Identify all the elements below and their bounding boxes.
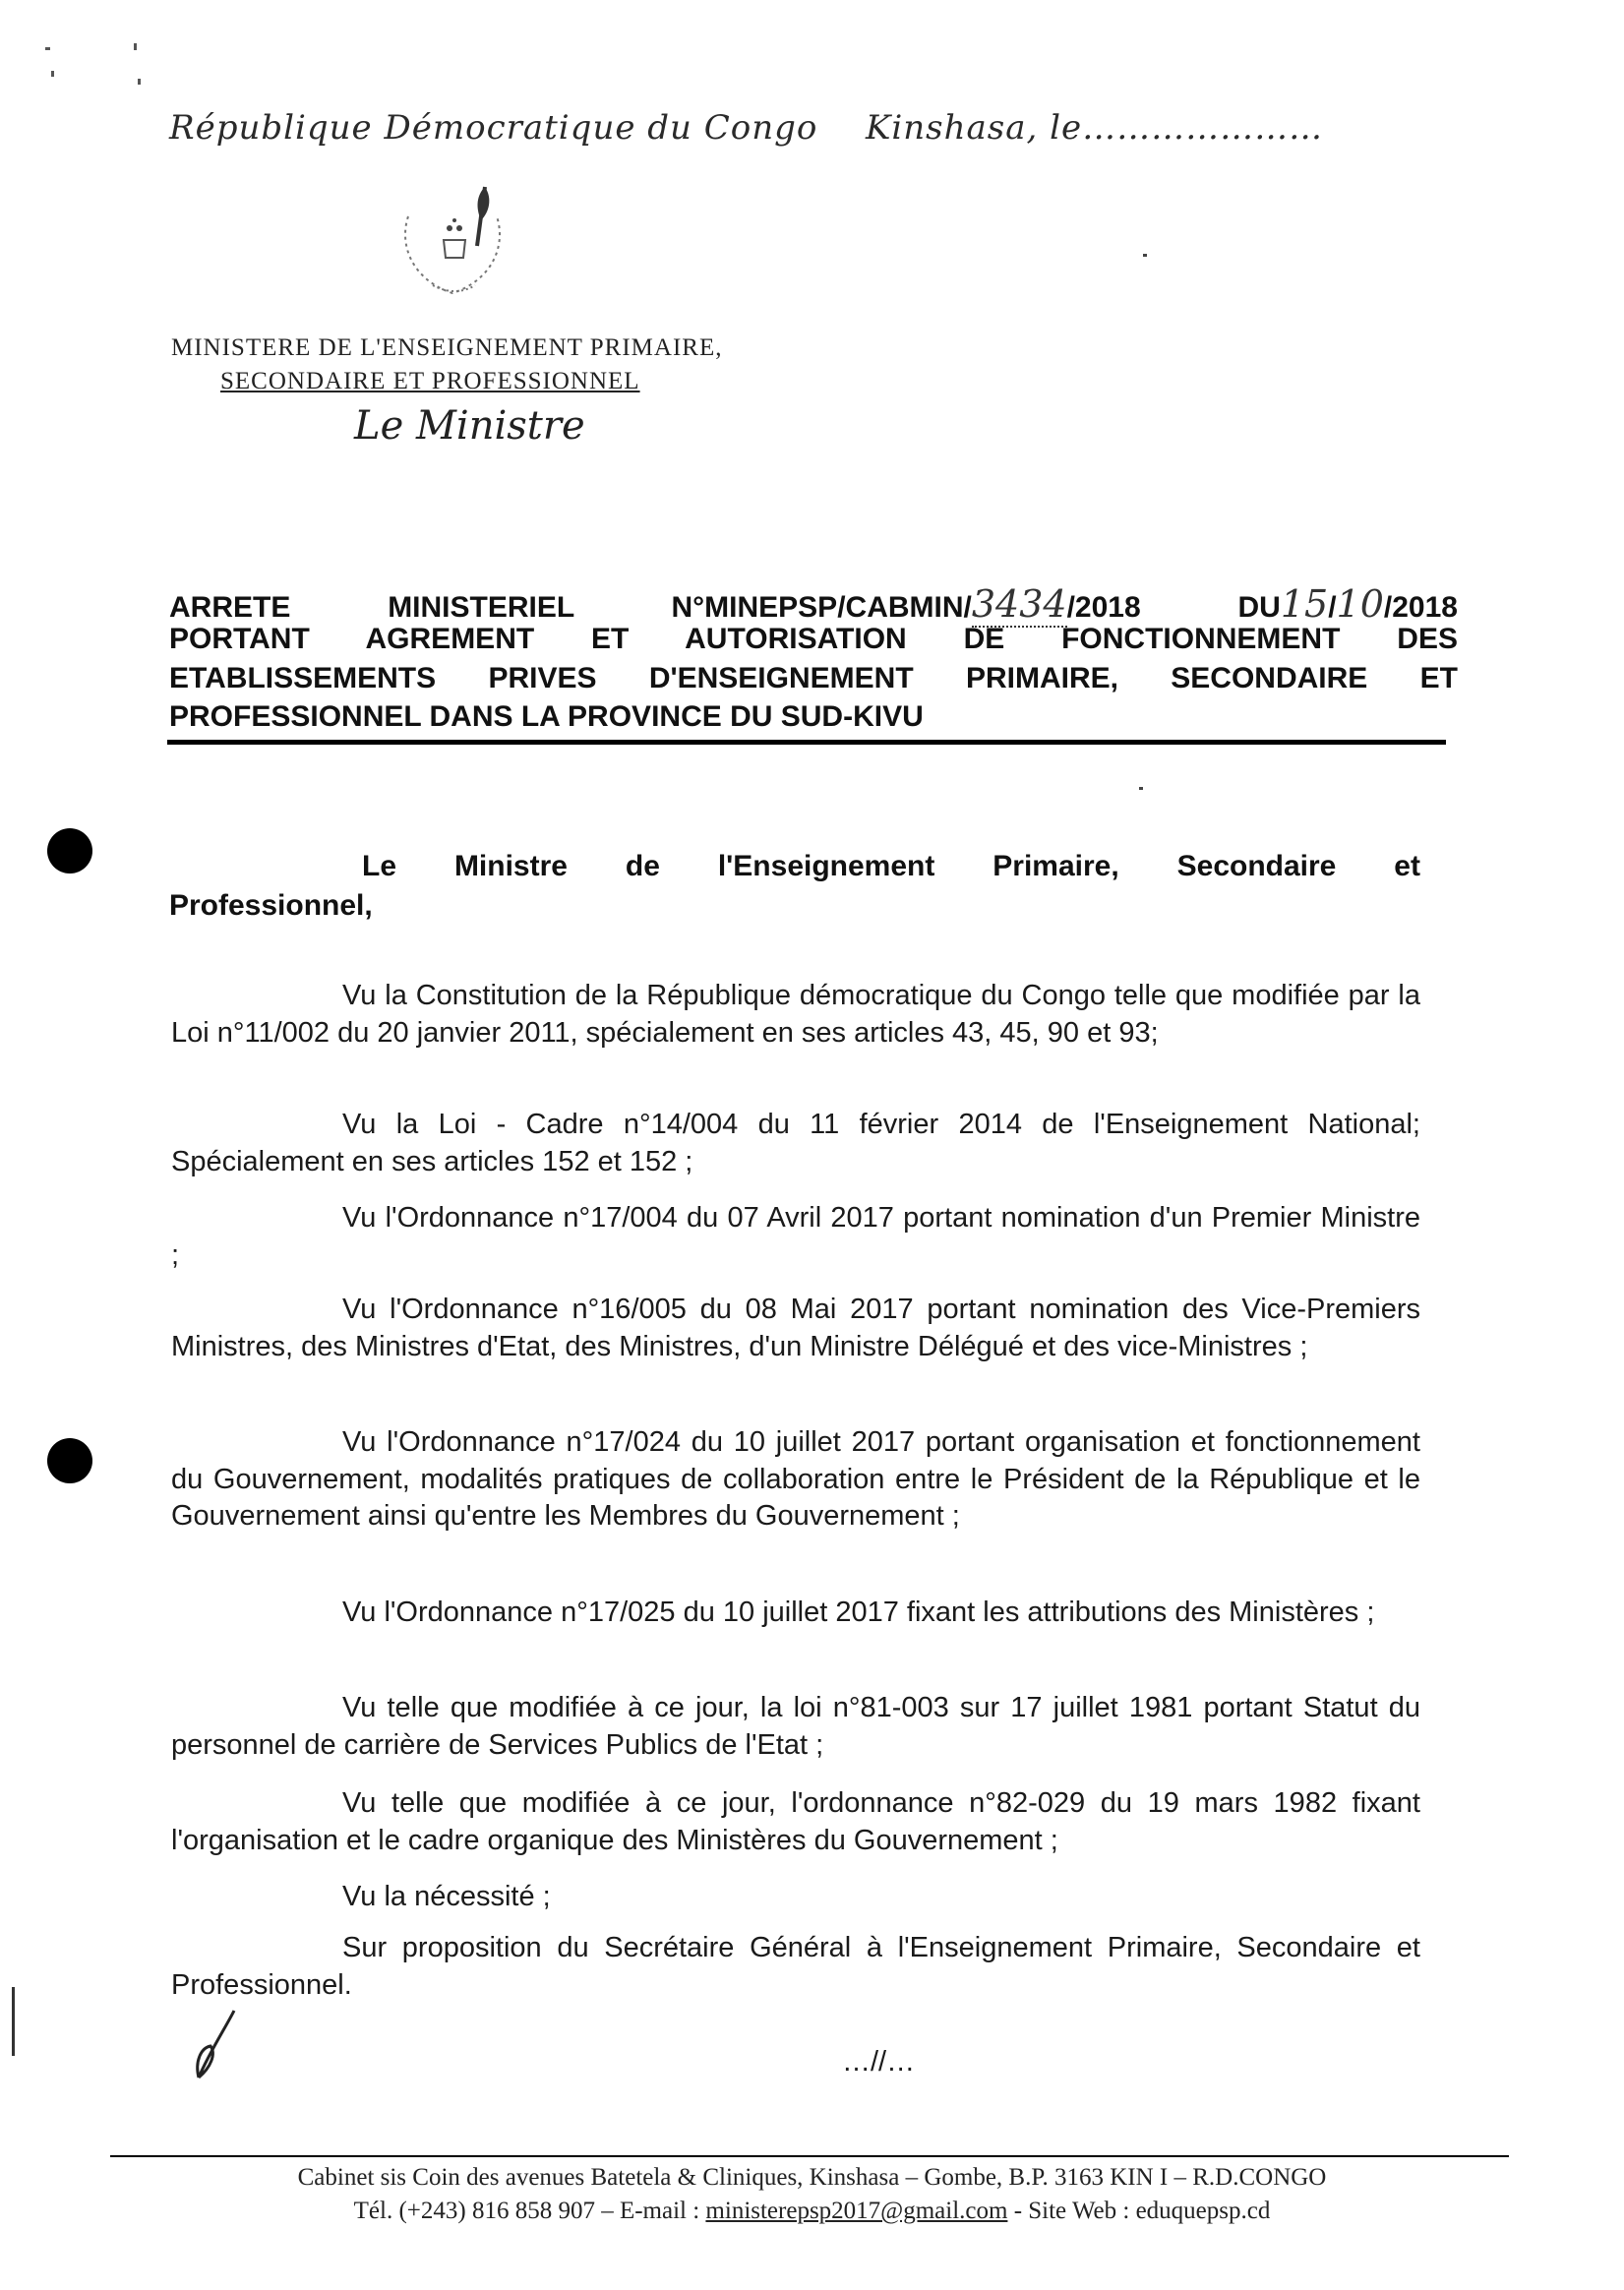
scan-speck xyxy=(51,71,54,77)
scan-speck xyxy=(134,43,137,50)
intro-line1: Le Ministre de l'Enseignement Primaire, Secondaire et xyxy=(362,850,1420,882)
title-underline-rule xyxy=(167,740,1446,745)
handwritten-initial xyxy=(187,2007,246,2085)
considerant-paragraph: Vu la nécessité ; xyxy=(342,1881,551,1912)
handwritten-decree-number: 3434 xyxy=(971,582,1067,626)
considerant-paragraph: Vu l'Ordonnance n°16/005 du 08 Mai 2017 portant nomination des Vice-Premiers Ministres, des Ministres d'Etat, des Ministres, d'un Ministre Délégué et des vice-Ministres ; xyxy=(171,1294,1420,1362)
decree-title-line1: ARRETE MINISTERIEL N°MINEPSP/CABMIN/3434/2018 DU15/10/2018 xyxy=(169,582,1458,626)
coat-of-arms-emblem xyxy=(379,177,526,305)
footer-email-link[interactable]: ministerepsp2017@gmail.com xyxy=(705,2198,1008,2224)
scan-speck xyxy=(138,79,141,85)
decree-title-line3: ETABLISSEMENTS PRIVES D'ENSEIGNEMENT PRIMAIRE, SECONDAIRE ET xyxy=(169,662,1458,694)
ministry-name-line1: MINISTERE DE L'ENSEIGNEMENT PRIMAIRE, xyxy=(171,334,723,361)
punch-hole-marker xyxy=(47,828,92,874)
considerant-paragraph: Vu l'Ordonnance n°17/024 du 10 juillet 2017 portant organisation et fonctionnement du Gouvernement, modalités pratiques de collaboration entre le Président de la République et le Gouvernement ainsi qu'entre les Membres du Gouvernement ; xyxy=(171,1426,1420,1532)
considerant-paragraph: Vu la Loi - Cadre n°14/004 du 11 février 2014 de l'Enseignement National; Spécialement en ses articles 152 et 152 ; xyxy=(171,1109,1420,1177)
punch-hole-marker xyxy=(47,1438,92,1483)
intro-line2: Professionnel, xyxy=(169,889,373,922)
decree-title-line2: PORTANT AGREMENT ET AUTORISATION DE FONCTIONNEMENT DES xyxy=(169,623,1458,655)
considerant-paragraph: Vu la Constitution de la République démocratique du Congo telle que modifiée par la Loi n°11/002 du 20 janvier 2011, spécialement en ses articles 43, 45, 90 et 93; xyxy=(171,980,1420,1049)
handwritten-month: 10 xyxy=(1336,582,1384,626)
considerant-paragraph: Vu l'Ordonnance n°17/004 du 07 Avril 2017 portant nomination d'un Premier Ministre ; xyxy=(171,1202,1420,1271)
handwritten-day: 15 xyxy=(1280,582,1329,626)
decree-title-line4: PROFESSIONNEL DANS LA PROVINCE DU SUD-KIVU xyxy=(169,700,924,733)
scan-speck xyxy=(1139,787,1143,790)
scan-margin-line xyxy=(12,1987,15,2056)
place-date: Kinshasa, le………………… xyxy=(866,108,1324,148)
footer-contact: Tél. (+243) 816 858 907 – E-mail : ministerepsp2017@gmail.com - Site Web : eduquepsp.cd xyxy=(353,2198,1271,2224)
considerant-paragraph: Vu l'Ordonnance n°17/025 du 10 juillet 2017 fixant les attributions des Ministères ; xyxy=(342,1597,1375,1628)
considerant-paragraph: Sur proposition du Secrétaire Général à l'Enseignement Primaire, Secondaire et Professionnel. xyxy=(171,1932,1420,2001)
continuation-mark: …//… xyxy=(842,2046,916,2078)
scan-speck xyxy=(1143,254,1147,257)
considerant-paragraph: Vu telle que modifiée à ce jour, l'ordonnance n°82-029 du 19 mars 1982 fixant l'organisation et le cadre organique des Ministères du Gouvernement ; xyxy=(171,1787,1420,1856)
footer-rule xyxy=(110,2155,1509,2157)
republic-header: République Démocratique du Congo xyxy=(169,108,818,148)
scan-speck xyxy=(45,47,50,50)
ministry-name-line2: SECONDAIRE ET PROFESSIONNEL xyxy=(220,368,640,394)
footer-address: Cabinet sis Coin des avenues Batetela & Cliniques, Kinshasa – Gombe, B.P. 3163 KIN I – R.D.CONGO xyxy=(297,2164,1327,2191)
considerant-paragraph: Vu telle que modifiée à ce jour, la loi n°81-003 sur 17 juillet 1981 portant Statut du personnel de carrière de Services Publics de l'Etat ; xyxy=(171,1692,1420,1761)
signatory-title: Le Ministre xyxy=(354,403,585,449)
